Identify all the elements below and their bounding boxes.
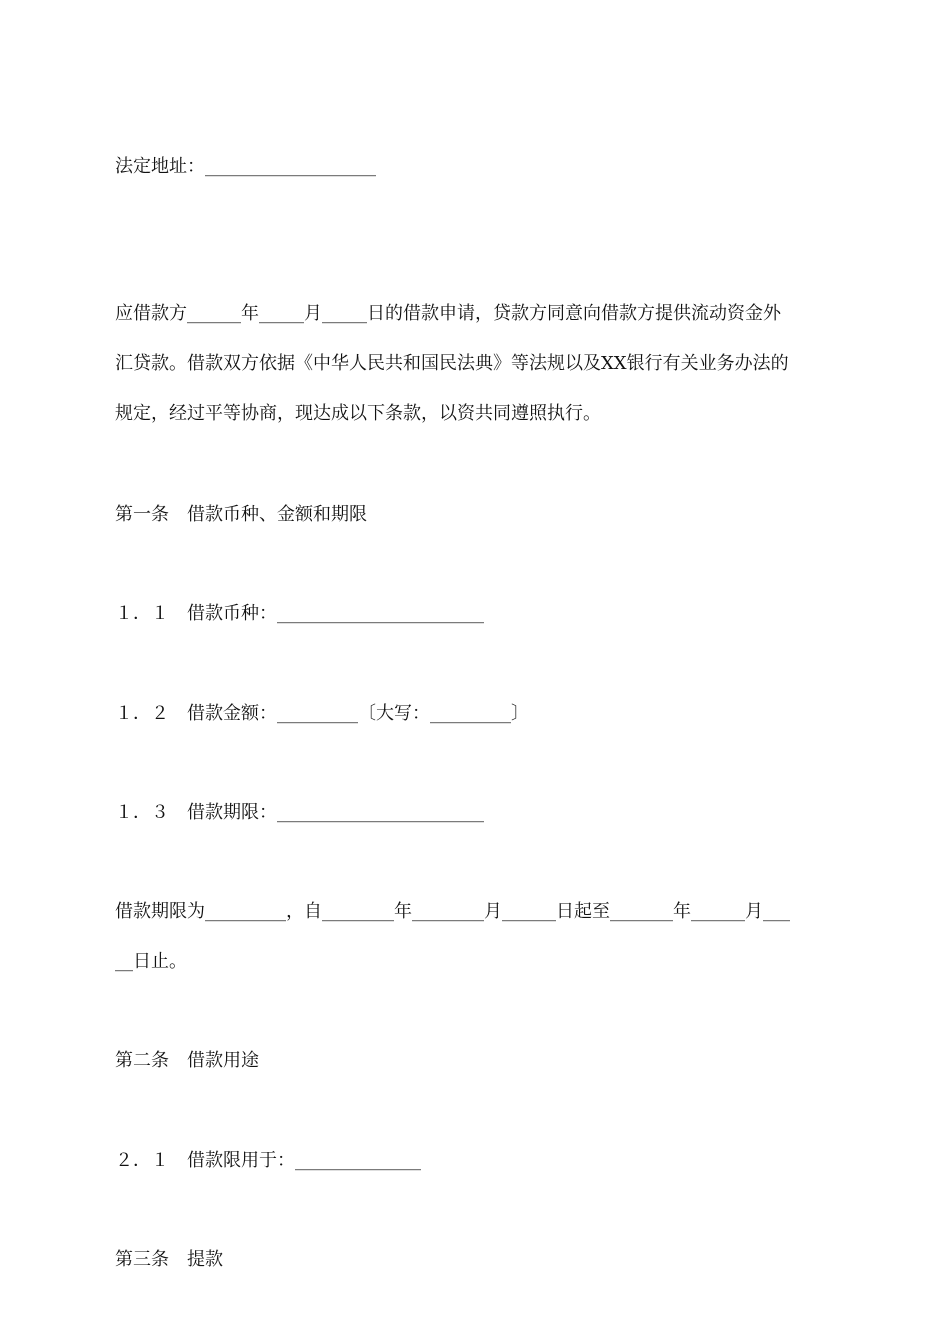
clause-1-3-term: １．３ 借款期限：_______________________: [115, 802, 484, 823]
article-1-heading: 第一条 借款币种、金额和期限: [115, 504, 367, 525]
clause-1-1-currency: １．１ 借款币种：_______________________: [115, 603, 484, 624]
intro-line-1: 应借款方______年_____月_____日的借款申请，贷款方同意向借款方提供流动资金外: [115, 303, 781, 324]
term-line-2: __日止。: [115, 951, 187, 972]
intro-paragraph: [115, 289, 837, 439]
term-paragraph: [115, 887, 837, 987]
term-line-1: 借款期限为_________，自________年________月______日起至_______年______月___: [115, 901, 790, 922]
intro-line-3: 规定，经过平等协商，现达成以下条款，以资共同遵照执行。: [115, 403, 601, 424]
legal-address-line: 法定地址：___________________: [115, 156, 376, 177]
article-3-heading: 第三条 提款: [115, 1249, 223, 1270]
intro-line-2: 汇贷款。借款双方依据《中华人民共和国民法典》等法规以及XX银行有关业务办法的: [115, 353, 789, 374]
clause-2-1-purpose: ２．１ 借款限用于：______________: [115, 1150, 421, 1171]
clause-1-2-amount: １．２ 借款金额：_________〔大写：_________〕: [115, 703, 529, 724]
article-2-heading: 第二条 借款用途: [115, 1050, 259, 1071]
